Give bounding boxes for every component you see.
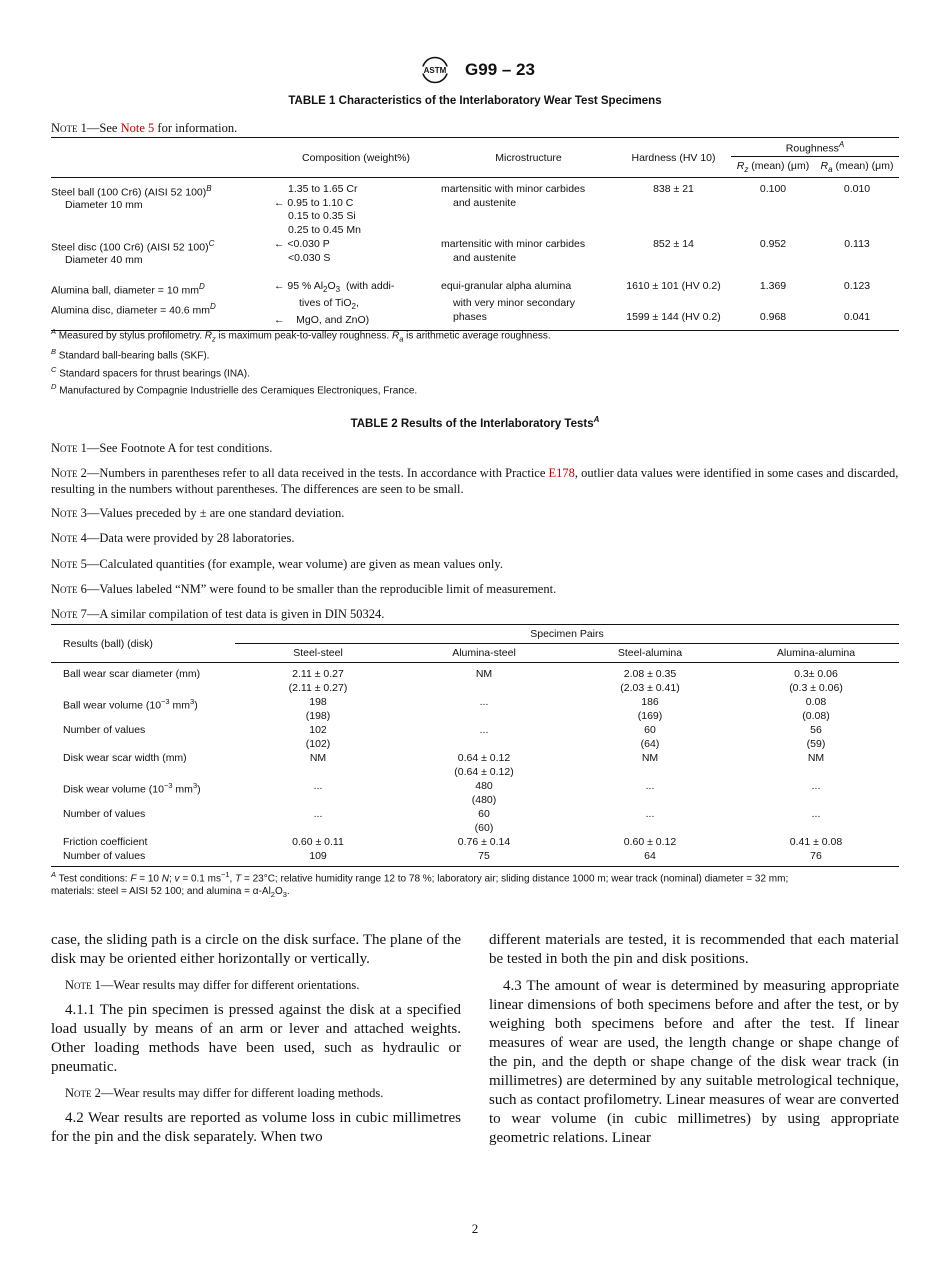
table2-note-1: Note 1—See Footnote A for test conditions. [51, 441, 273, 455]
t2-cell: 75 [478, 850, 490, 862]
t2-cell: ... [811, 808, 821, 820]
table2-note-7: Note 7—A similar compilation of test data is given in DIN 50324. [51, 607, 385, 621]
t2-cell: 0.3± 0.06 (0.3 ± 0.06) [789, 668, 843, 694]
table2-note-2: Note 2—Numbers in parentheses refer to all data received in the tests. In accordance with Practice E178, outlier data values were identified in some cases and discarded, resulting in the numbers without parentheses. The differences are seen to be small. [51, 466, 899, 496]
t1-col-composition: Composition (weight%) [271, 138, 441, 178]
t2-row-label: Number of values [63, 724, 146, 736]
t2-col-steel-steel: Steel-steel [235, 644, 401, 663]
t2-row [51, 835, 899, 849]
t2-cell: NM [807, 752, 825, 764]
t2-row [51, 807, 899, 835]
t2-col-alumina-alumina: Alumina-alumina [733, 644, 899, 663]
t2-body [51, 663, 899, 867]
left-note-2: Note 2—Wear results may differ for different loading methods. [65, 1086, 384, 1100]
t1-row-alumina-disc: Alumina disc, diameter = 40.6 $mm^D$ tives of TiO$_2$, ← MgO, and ZnO) with very minor secondary phases 1599 ± 144 (HV 0.2) 0.968 0.041 [51, 297, 871, 326]
t1-footnote-b: $^B$ Standard ball-bearing balls (SKF). [51, 347, 210, 362]
t2-cell: 102 (102) [305, 724, 331, 750]
page-number: 2 [471, 1221, 479, 1236]
t2-cell: 0.60 ± 0.12 [623, 836, 677, 848]
t2-cell: 60 (64) [640, 724, 660, 750]
table2 [51, 624, 899, 867]
left-para-1: case, the sliding path is a circle on the disk surface. The plane of the disk may be oriented either horizontally or vertically. [51, 932, 461, 967]
t2-cell: 186 (169) [637, 696, 663, 722]
t2-cell: 0.64 ± 0.12 (0.64 ± 0.12) [454, 752, 514, 778]
right-para-2: 4.3 The amount of wear is determined by measuring appropriate linear dimensions of both specimens before and after the test, or by weighing both specimens before and after the test. If linear measures of wear are used, the length change or shape change of the pin, and the depth or shape change of the disk wear track (in millimetres) are determined by any suitable metrological technique, such as contact profilometry. Linear measures of wear are converted to wear volume (in cubic millimetres) by using appropriate geometric relations. Linear [489, 978, 899, 1146]
document-designation: G99 – 23 [465, 60, 535, 79]
table1-caption: TABLE 1 Characteristics of the Interlaboratory Wear Test Specimens [288, 95, 662, 107]
t2-cell: NM [309, 752, 327, 764]
t2-cell: 60 (60) [474, 808, 494, 834]
t2-cell: ... [645, 808, 655, 820]
table2-footnote: $^A$ Test conditions: F = 10 N; v = 0.1 $ms^{-1}$, T = 23°C; relative humidity range 12 to 78 %; laboratory air; sliding distance 1000 m; wear track (nominal) diameter = 32 mm; materials: steel = AISI 52 100; and $alumina = \alpha-Al_2O_3$. [51, 870, 789, 900]
e178-link[interactable]: E178 [548, 466, 575, 480]
t2-row [51, 751, 899, 779]
t1-footnote-d: $^D$ Manufactured by Compagnie Industrielle des Ceramiques Electroniques, France. [51, 381, 418, 397]
t2-cell: 2.11 ± 0.27 (2.11 ± 0.27) [288, 668, 348, 694]
left-note-1: Note 1—Wear results may differ for different orientations. [65, 978, 360, 992]
table1 [51, 137, 899, 331]
t2-cell: 0.76 ± 0.14 [457, 836, 511, 848]
t2-cell: 64 [644, 850, 656, 862]
table1-footnotes [51, 325, 899, 397]
note5-link[interactable]: Note 5 [120, 121, 155, 135]
t2-row-label: Number of values [63, 850, 146, 862]
t2-row-label: Ball wear scar diameter (mm) [63, 668, 201, 680]
table2-note-5: Note 5—Calculated quantities (for example, wear volume) are given as mean values only. [51, 557, 503, 571]
t2-cell: ... [313, 808, 323, 820]
body-left-column [51, 931, 461, 1155]
table1-note: Note 1—See Note 5 for information. [51, 121, 238, 135]
t1-footnote-c: $^C$ Standard spacers for thrust bearings (INA). [51, 364, 250, 379]
t1-col-microstructure: Microstructure [441, 138, 616, 178]
t2-cell: ... [313, 780, 323, 792]
t2-cell: 76 [810, 850, 822, 862]
right-para-1: different materials are tested, it is recommended that each material be tested in both the pin and disk positions. [489, 932, 899, 967]
t2-row-label: Friction coefficient [63, 836, 148, 848]
t2-cell: ... [645, 780, 655, 792]
t1-col-rz: $R_z$ (mean) (μm) [731, 157, 815, 178]
t2-row-label: Number of values [63, 808, 146, 820]
t2-row-label: Disk wear volume ($10^{-3}$ $mm^3$) [63, 781, 201, 796]
t1-col-ra: $R_a$ (mean) (μm) [815, 157, 899, 178]
t1-col-roughness: Roughness$^A$ [731, 138, 899, 157]
t2-row [51, 723, 899, 751]
t2-cell: 0.41 ± 0.08 [789, 836, 843, 848]
left-para-2: 4.1.1 The pin specimen is pressed against the disk at a specified load usually by means of an arm or lever and attached weights. Other loading methods have been used, such as hydraulic or pneumatic. [51, 1002, 461, 1075]
t2-cell: NM [475, 668, 493, 680]
t1-col-hardness: Hardness (HV 10) [616, 138, 731, 178]
t2-cell: NM [641, 752, 659, 764]
t1-row-steel-ball: Steel ball (100 Cr6) (AISI 52 100)$^B$ Diameter 10 mm 1.35 to 1.65 Cr ← 0.95 to 1.10 C 0.15 to 0.35 Si 0.25 to 0.45 Mn martensitic with minor carbides and austenite 838 ± 21 0.100 0.010 [51, 183, 871, 236]
left-para-3: 4.2 Wear results are reported as volume loss in cubic millimetres for the pin and the disk separately. When two [51, 1110, 461, 1145]
t1-row-steel-disc: Steel disc (100 Cr6) (AISI 52 100)$^C$ Diameter 40 mm ← <0.030 P <0.030 S martensitic with minor carbides and austenite 852 ± 14 0.952 0.113 [51, 238, 870, 266]
t1-footnote-a: $^A$ Measured by stylus profilometry. $R_z$ is maximum peak-to-valley roughness. $R_a$ is arithmetic average roughness. [51, 327, 551, 344]
svg-text:ASTM: ASTM [423, 66, 447, 75]
document-header [0, 56, 950, 84]
t2-cell: ... [811, 780, 821, 792]
t2-row [51, 663, 899, 696]
body-right-column [489, 931, 899, 1156]
t2-cell: 0.60 ± 0.11 [292, 836, 344, 848]
t2-cell: 198 (198) [305, 696, 331, 722]
t2-row [51, 849, 899, 867]
table2-note-6: Note 6—Values labeled “NM” were found to be smaller than the reproducible limit of measurement. [51, 582, 557, 596]
t2-cell: 0.08 (0.08) [802, 696, 830, 722]
t1-row-alumina-ball: Alumina ball, diameter = 10 $mm^D$ ← 95 % $Al_2O_3$ (with addi- equi-granular alpha alumina 1610 ± 101 (HV 0.2) 1.369 0.123 [51, 279, 871, 296]
t2-cell: ... [479, 724, 489, 736]
t2-cell: 56 (59) [806, 724, 826, 750]
t2-col-alumina-steel: Alumina-steel [401, 644, 567, 663]
t2-row-label: Ball wear volume ($10^{-3}$ $mm^3$) [63, 697, 198, 712]
t2-cell: ... [479, 696, 489, 708]
table2-caption: TABLE 2 Results of the Interlaboratory Tests$^A$ [350, 415, 600, 430]
table2-note-4: Note 4—Data were provided by 28 laboratories. [51, 531, 295, 545]
t2-row [51, 695, 899, 723]
t2-cell: 109 [309, 850, 327, 862]
t2-cell: 480 (480) [471, 780, 497, 806]
t2-col-results: Results (ball) (disk) [51, 625, 235, 663]
t2-col-specimen-pairs: Specimen Pairs [235, 625, 899, 644]
t2-cell: 2.08 ± 0.35 (2.03 ± 0.41) [620, 668, 680, 694]
astm-logo-icon [415, 56, 455, 84]
t2-row-label: Disk wear scar width (mm) [63, 752, 187, 764]
t2-col-steel-alumina: Steel-alumina [567, 644, 733, 663]
table2-note-3: Note 3—Values preceded by ± are one standard deviation. [51, 506, 345, 520]
t2-row [51, 779, 899, 807]
